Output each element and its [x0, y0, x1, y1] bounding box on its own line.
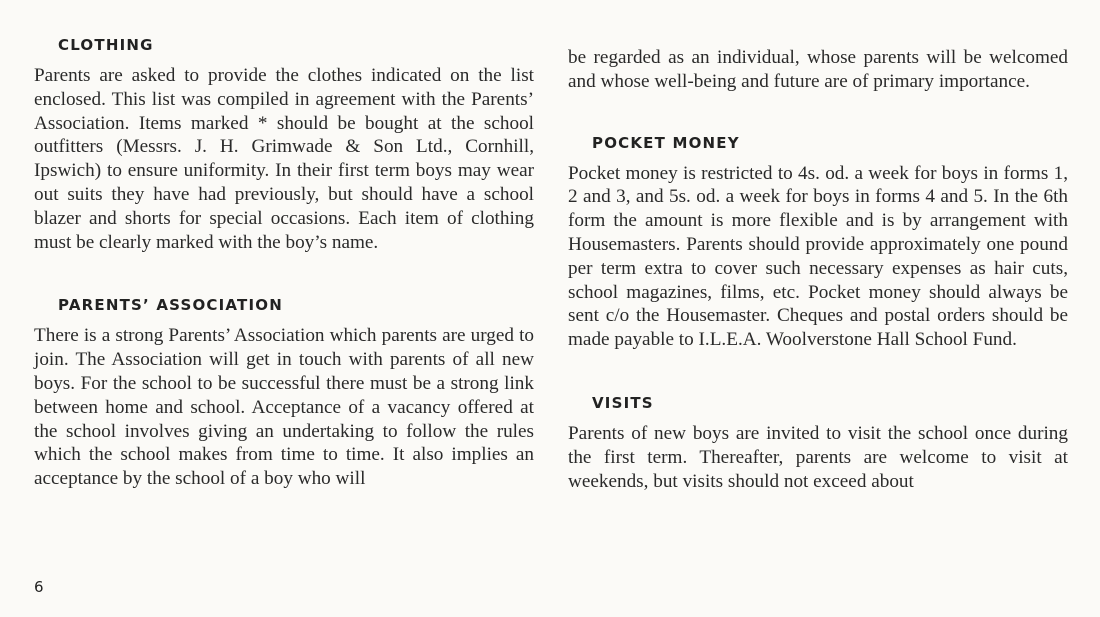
pocket-money-paragraph: Pocket money is restricted to 4s. od. a week for boys in forms 1, 2 and 3, and 5s. od. a week for boys in forms 4 and 5. In the 6th form the amount is more flexible and is by arrangement with Housemasters. Parents should provide approximately one pound per term extra to cover such necessary expenses as hair cuts, school magazines, films, etc. Pocket money should always be sent c/o the Housemaster. Cheques and postal orders should be made payable to I.L.E.A. Woolverstone Hall School Fund.	[568, 162, 1068, 351]
right-column	[568, 46, 1068, 493]
left-column	[34, 36, 534, 491]
visits-heading: VISITS	[592, 393, 654, 412]
page-number: 6	[34, 578, 44, 596]
pocket-money-heading: POCKET MONEY	[592, 133, 740, 152]
visits-paragraph: Parents of new boys are invited to visit the school once during the first term. Thereafter, parents are welcome to visit at weekends, but visits should not exceed about	[568, 422, 1068, 492]
parents-association-paragraph: There is a strong Parents’ Association which parents are urged to join. The Association will get in touch with parents of all new boys. For the school to be successful there must be a strong link between home and school. Acceptance of a vacancy offered at the school involves giving an undertaking to follow the rules which the school makes from time to time. It also implies an acceptance by the school of a boy who will	[34, 325, 534, 490]
continuation-paragraph: be regarded as an individual, whose parents will be welcomed and whose well-being and future are of primary importance.	[568, 47, 1068, 92]
parents-association-heading: PARENTS’ ASSOCIATION	[58, 296, 283, 315]
clothing-heading: CLOTHING	[58, 36, 154, 54]
clothing-paragraph: Parents are asked to provide the clothes indicated on the list enclosed. This list was compiled in agreement with the Parents’ Association. Items marked * should be bought at the school outfitters (Messrs. J. H. Grimwade & Son Ltd., Cornhill, Ipswich) to ensure uniformity. In their first term boys may wear out suits they have had previously, but should have a school blazer and shorts for special occasions. Each item of clothing must be clearly marked with the boy’s name.	[34, 65, 534, 253]
